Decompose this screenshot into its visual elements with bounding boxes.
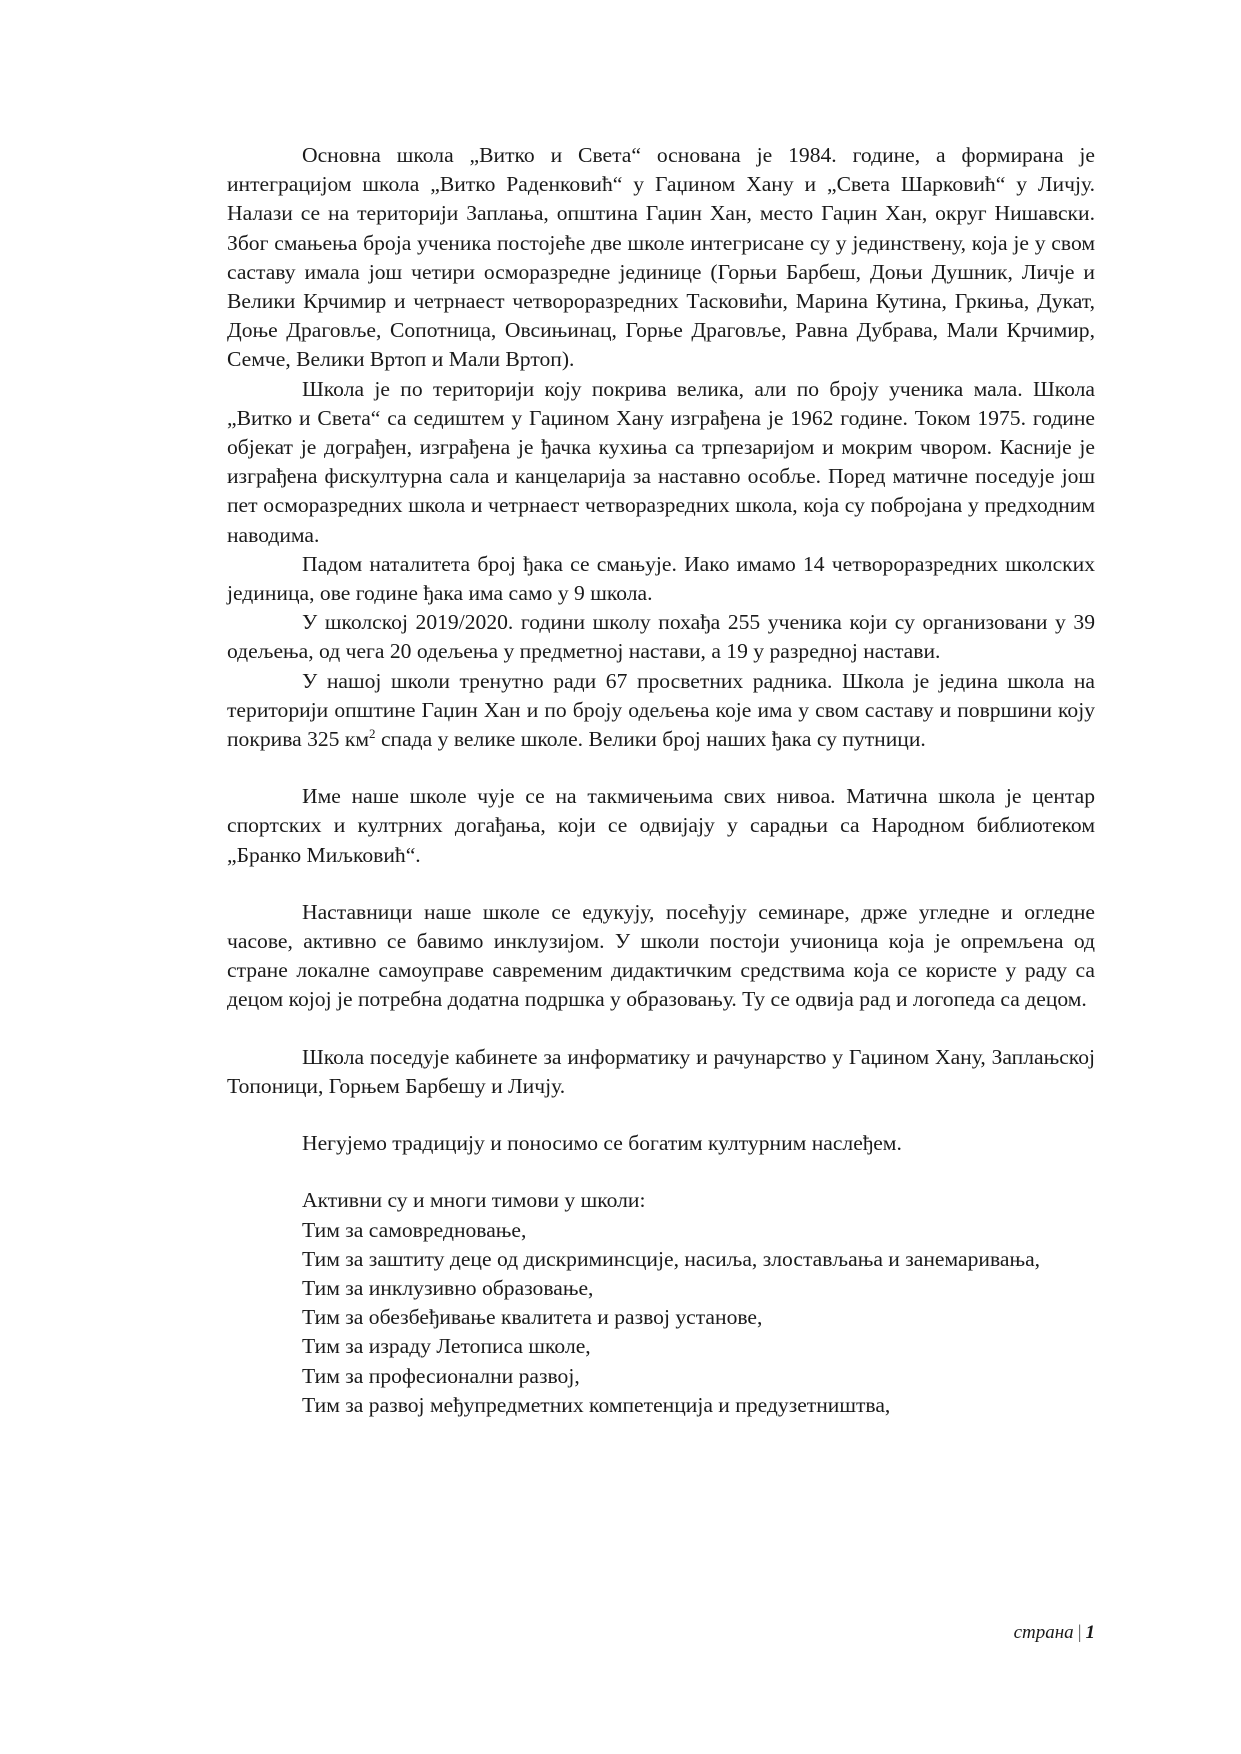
spacer — [227, 870, 1095, 898]
team-list-item: Тим за заштиту деце од дискриминсције, насиља, злостављања и занемаривања, — [302, 1246, 1041, 1271]
paragraph-school-founding: Основна школа „Витко и Света“ основана је 1984. године, а формирана је интеграцијом школа „Витко Раденковић“ у Гаџином Хану и „Света Шарковић“ у Личју. Налази се на територији Заплања, општина Гаџин Хан, место Гаџин Хан, округ Нишавски. Због смањења броја ученика постојеће две школе интегрисане су у јединствену, која је у свом саставу имала још четири осморазредне јединице (Горњи Барбеш, Доњи Душник, Личје и Велики Крчимир и четрнаест четвороразредних Тасковићи, Марина Кутина, Гркиња, Дукат, Доње Драговље, Сопотница, Овсињинац, Горње Драговље, Равна Дубрава, Мали Крчимир, Семче, Велики Вртоп и Мали Вртоп). — [227, 143, 1095, 372]
area-superscript: 2 — [369, 725, 376, 741]
paragraph-staff — [227, 667, 1095, 755]
team-list-item: Тим за развој међупредметних компетенција и предузетништва, — [302, 1392, 891, 1417]
paragraph-school-territory: Школа је по територији коју покрива велика, али по броју ученика мала. Школа „Витко и Света“ са седиштем у Гаџином Хану изграђена је 1962 године. Током 1975. године објекат је дограђен, изграђена је ђачка кухиња са трпезаријом и мокрим чвором. Касније је изграђена фискултурна сала и канцеларија за наставно особље. Поред матичне поседује још пет осморазредних школа и четрнаест четворазредних школа, која су побројана у предходним наводима. — [227, 376, 1095, 547]
spacer — [227, 1158, 1095, 1186]
paragraph-birth-rate: Падом наталитета број ђака се смањује. Иако имамо 14 четвороразредних школских јединица, ове године ђака има само у 9 школа. — [227, 551, 1095, 606]
footer-separator: | — [1077, 1622, 1082, 1643]
team-list-item: Тим за професионални развој, — [302, 1363, 580, 1388]
paragraph-staff-text: У нашој школи тренутно ради 67 просветних радника. Школа је једина школа на територији општине Гаџин Хан и по броју одељења које има у свом саставу и површини коју покрива 325 км — [227, 668, 1095, 752]
paragraph-competitions: Име наше школе чује се на такмичењима свих нивоа. Матична школа је центар спортских и култрних догађања, који се одвијају у сарадњи са Народном библиотеком „Бранко Миљковић“. — [227, 784, 1095, 867]
paragraph-teams-intro: Активни су и многи тимови у школи: — [302, 1188, 646, 1213]
paragraph-cabinets: Школа поседује кабинете за информатику и рачунарство у Гаџином Хану, Заплањској Топоници, Горњем Барбешу и Личју. — [227, 1044, 1095, 1098]
paragraph-school-year-stats: У школској 2019/2020. години школу похађа 255 ученика који су организовани у 39 одељења, од чега 20 одељења у предметној настави, а 19 у разредној настави. — [227, 610, 1095, 664]
page-footer — [1014, 1622, 1095, 1644]
team-list-item: Тим за самовредновање, — [302, 1217, 527, 1242]
footer-page-number: 1 — [1085, 1622, 1095, 1643]
footer-page-label: страна — [1013, 1622, 1074, 1643]
spacer — [227, 754, 1095, 782]
spacer — [227, 1101, 1095, 1129]
document-body — [227, 141, 1095, 1420]
team-list-item: Тим за израду Летописа школе, — [302, 1334, 591, 1359]
paragraph-staff-text-end: спада у велике школе. Велики број наших ђака су путници. — [375, 727, 926, 752]
team-list-item: Тим за инклузивно образовање, — [302, 1275, 594, 1300]
spacer — [227, 1015, 1095, 1043]
team-list-item: Тим за обезбеђивање квалитета и развој установе, — [302, 1305, 763, 1330]
paragraph-tradition: Негујемо традицију и поносимо се богатим културним наслеђем. — [302, 1131, 902, 1156]
paragraph-teachers: Наставници наше школе се едукују, посећују семинаре, држе угледне и огледне часове, активно се бавимо инклузијом. У школи постоји учионица која је опремљена од стране локалне самоуправе савременим дидактичким средствима која се користе у раду са децом којој је потребна додатна подршка у образовању. Ту се одвија рад и логопеда са децом. — [227, 899, 1095, 1012]
